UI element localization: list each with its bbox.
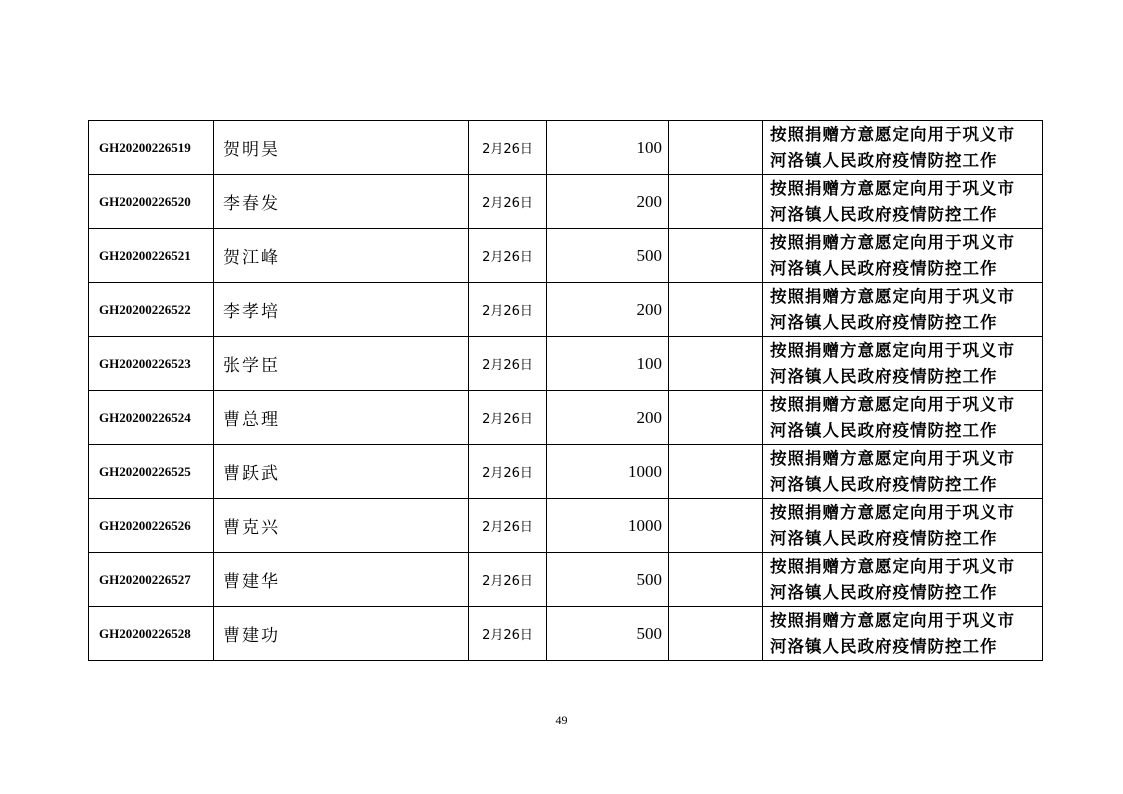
donor-name: 李春发 — [214, 175, 469, 229]
usage-note-line1: 按照捐赠方意愿定向用于巩义市 — [770, 502, 1015, 522]
usage-note-line1: 按照捐赠方意愿定向用于巩义市 — [770, 556, 1015, 576]
donation-amount: 200 — [547, 391, 669, 445]
usage-note-line1: 按照捐赠方意愿定向用于巩义市 — [770, 394, 1015, 414]
donation-date: 2月26日 — [469, 175, 547, 229]
blank-cell — [669, 175, 763, 229]
usage-note-line2: 河洛镇人民政府疫情防控工作 — [770, 528, 998, 548]
blank-cell — [669, 121, 763, 175]
usage-note — [763, 553, 1043, 607]
donor-name: 贺明昊 — [214, 121, 469, 175]
donor-name: 贺江峰 — [214, 229, 469, 283]
usage-note-line2: 河洛镇人民政府疫情防控工作 — [770, 312, 998, 332]
usage-note-line1: 按照捐赠方意愿定向用于巩义市 — [770, 340, 1015, 360]
usage-note-line2: 河洛镇人民政府疫情防控工作 — [770, 258, 998, 278]
donation-date: 2月26日 — [469, 499, 547, 553]
donation-table — [88, 120, 1043, 661]
donation-table-body — [89, 121, 1043, 661]
blank-cell — [669, 499, 763, 553]
blank-cell — [669, 229, 763, 283]
usage-note-line2: 河洛镇人民政府疫情防控工作 — [770, 150, 998, 170]
usage-note-line2: 河洛镇人民政府疫情防控工作 — [770, 366, 998, 386]
usage-note-line1: 按照捐赠方意愿定向用于巩义市 — [770, 610, 1015, 630]
donation-id: GH20200226520 — [89, 175, 214, 229]
donation-amount: 500 — [547, 553, 669, 607]
usage-note — [763, 283, 1043, 337]
donation-date: 2月26日 — [469, 553, 547, 607]
donor-name: 张学臣 — [214, 337, 469, 391]
usage-note — [763, 121, 1043, 175]
table-row — [89, 391, 1043, 445]
blank-cell — [669, 445, 763, 499]
donation-amount: 1000 — [547, 499, 669, 553]
donation-id: GH20200226522 — [89, 283, 214, 337]
usage-note-line2: 河洛镇人民政府疫情防控工作 — [770, 474, 998, 494]
donation-amount: 200 — [547, 283, 669, 337]
usage-note — [763, 607, 1043, 661]
donation-date: 2月26日 — [469, 337, 547, 391]
table-row — [89, 499, 1043, 553]
usage-note-line2: 河洛镇人民政府疫情防控工作 — [770, 582, 998, 602]
usage-note — [763, 175, 1043, 229]
table-row — [89, 121, 1043, 175]
usage-note-line2: 河洛镇人民政府疫情防控工作 — [770, 636, 998, 656]
usage-note-line2: 河洛镇人民政府疫情防控工作 — [770, 420, 998, 440]
donation-date: 2月26日 — [469, 607, 547, 661]
usage-note — [763, 499, 1043, 553]
donation-date: 2月26日 — [469, 121, 547, 175]
donor-name: 曹建功 — [214, 607, 469, 661]
blank-cell — [669, 391, 763, 445]
table-row — [89, 229, 1043, 283]
table-row — [89, 553, 1043, 607]
usage-note — [763, 337, 1043, 391]
blank-cell — [669, 553, 763, 607]
donation-amount: 500 — [547, 607, 669, 661]
table-row — [89, 175, 1043, 229]
donation-id: GH20200226526 — [89, 499, 214, 553]
donation-id: GH20200226521 — [89, 229, 214, 283]
donation-amount: 1000 — [547, 445, 669, 499]
usage-note — [763, 391, 1043, 445]
donation-date: 2月26日 — [469, 445, 547, 499]
donation-id: GH20200226527 — [89, 553, 214, 607]
page-number: 49 — [555, 713, 568, 727]
usage-note-line2: 河洛镇人民政府疫情防控工作 — [770, 204, 998, 224]
table-row — [89, 445, 1043, 499]
donation-date: 2月26日 — [469, 229, 547, 283]
donation-amount: 100 — [547, 121, 669, 175]
blank-cell — [669, 283, 763, 337]
usage-note — [763, 229, 1043, 283]
donor-name: 曹建华 — [214, 553, 469, 607]
donation-id: GH20200226519 — [89, 121, 214, 175]
donation-amount: 500 — [547, 229, 669, 283]
donation-date: 2月26日 — [469, 283, 547, 337]
usage-note-line1: 按照捐赠方意愿定向用于巩义市 — [770, 124, 1015, 144]
donor-name: 李孝培 — [214, 283, 469, 337]
donor-name: 曹总理 — [214, 391, 469, 445]
donor-name: 曹跃武 — [214, 445, 469, 499]
donation-date: 2月26日 — [469, 391, 547, 445]
usage-note-line1: 按照捐赠方意愿定向用于巩义市 — [770, 232, 1015, 252]
donation-amount: 200 — [547, 175, 669, 229]
donation-amount: 100 — [547, 337, 669, 391]
usage-note-line1: 按照捐赠方意愿定向用于巩义市 — [770, 286, 1015, 306]
blank-cell — [669, 607, 763, 661]
donation-id: GH20200226523 — [89, 337, 214, 391]
donation-id: GH20200226528 — [89, 607, 214, 661]
table-row — [89, 283, 1043, 337]
blank-cell — [669, 337, 763, 391]
table-row — [89, 607, 1043, 661]
donor-name: 曹克兴 — [214, 499, 469, 553]
usage-note-line1: 按照捐赠方意愿定向用于巩义市 — [770, 178, 1015, 198]
donation-id: GH20200226525 — [89, 445, 214, 499]
table-row — [89, 337, 1043, 391]
donation-id: GH20200226524 — [89, 391, 214, 445]
usage-note-line1: 按照捐赠方意愿定向用于巩义市 — [770, 448, 1015, 468]
usage-note — [763, 445, 1043, 499]
